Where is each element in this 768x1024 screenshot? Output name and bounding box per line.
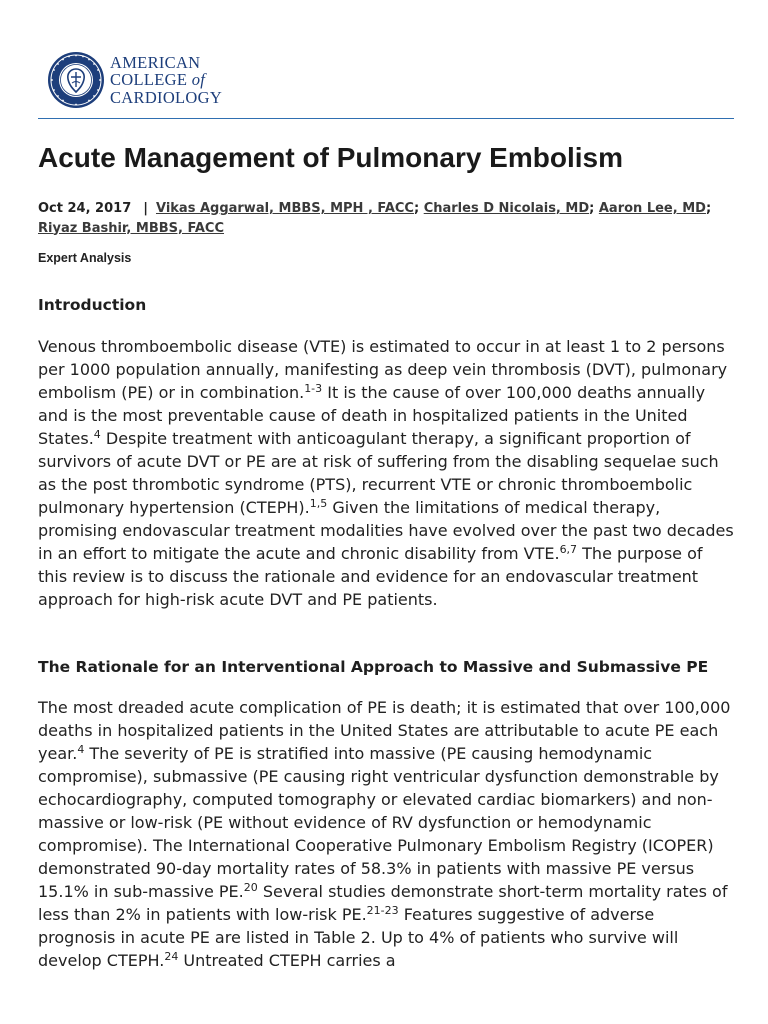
author-link-3[interactable]: Aaron Lee, MD: [598, 201, 706, 216]
article-type-label: Expert Analysis: [38, 251, 132, 265]
citation-ref: 20: [243, 881, 258, 894]
author-link-4[interactable]: Riyaz Bashir, MBBS, FACC: [38, 220, 225, 236]
paragraph-text: The purpose of this review is to discuss the rationale and evidence for an endovascular treatment approach for high-risk acute DVT and PE patients.: [38, 544, 703, 609]
author-link-2[interactable]: Charles D Nicolais, MD: [423, 201, 590, 216]
acc-logo[interactable]: [46, 50, 222, 110]
paragraph-text: Given the limitations of medical therapy, promising endovascular treatment modalities have evolved over the past two decades in an effort to mitigate the acute and chronic disability from VTE.: [38, 498, 734, 563]
citation-ref: 1-3: [304, 382, 323, 395]
paragraph-text: Despite treatment with anticoagulant therapy, a significant proportion of survivors of acute DVT or PE are at risk of suffering from the disabling sequelae such as the post thrombotic syndrome (PTS), recurrent VTE or chronic thromboembolic pulmonary hypertension (CTEPH).: [38, 429, 719, 517]
citation-ref: 6,7: [559, 543, 578, 556]
acc-seal-icon: [46, 50, 106, 110]
citation-ref: 21-23: [366, 904, 399, 917]
section-heading-rationale: The Rationale for an Interventional Approach to Massive and Submassive PE: [38, 658, 709, 676]
paragraph-text: Untreated CTEPH carries a: [178, 951, 396, 970]
brand-wordmark: [110, 54, 222, 107]
paragraph-text: Several studies demonstrate short-term mortality rates of less than 2% in patients with low-risk PE.: [38, 882, 728, 924]
paragraph-text: Venous thromboembolic disease (VTE) is estimated to occur in at least 1 to 2 persons per 1000 population annually, manifesting as deep vein thrombosis (DVT), pulmonary embolism (PE) or in combination.: [38, 337, 728, 402]
byline-separator: |: [143, 201, 148, 216]
citation-ref: 4: [93, 428, 101, 441]
brand-line-2: COLLEGE of: [110, 70, 206, 90]
article-title: Acute Management of Pulmonary Embolism: [38, 142, 623, 173]
intro-paragraph: [38, 335, 736, 611]
publish-date: Oct 24, 2017: [38, 201, 132, 216]
brand-line-1: AMERICAN: [110, 52, 201, 72]
author-link-1[interactable]: Vikas Aggarwal, MBBS, MPH , FACC: [155, 201, 414, 216]
brand-line-3: CARDIOLOGY: [110, 87, 223, 107]
citation-ref: 1,5: [309, 497, 328, 510]
paragraph-text: The severity of PE is stratified into massive (PE causing hemodynamic compromise), submassive (PE causing right ventricular dysfunction demonstrable by echocardiography, computed tomography or elevated cardiac biomarkers) and non-massive or low-risk (PE without evidence of RV dysfunction or hemodynamic compromise). The International Cooperative Pulmonary Embolism Registry (ICOPER) demonstrated 90-day mortality rates of 58.3% in patients with massive PE versus 15.1% in sub-massive PE.: [38, 744, 719, 901]
article-byline: Oct 24, 2017 | Vikas Aggarwal, MBBS, MPH , FACC; Charles D Nicolais, MD; Aaron Lee, MD; Riyaz Bashir, MBBS, FACC: [38, 201, 712, 236]
citation-ref: 4: [77, 743, 85, 756]
paragraph-text: Features suggestive of adverse prognosis in acute PE are listed in Table 2. Up to 4% of patients who survive will develop CTEPH.: [38, 905, 679, 970]
citation-ref: 24: [164, 950, 179, 963]
paragraph-text: It is the cause of over 100,000 deaths annually and is the most preventable cause of death in hospitalized patients in the United States.: [38, 383, 706, 448]
header-divider: [38, 118, 734, 119]
section-heading-introduction: Introduction: [38, 296, 147, 314]
rationale-paragraph: [38, 696, 736, 972]
paragraph-text: The most dreaded acute complication of PE is death; it is estimated that over 100,000 deaths in hospitalized patients in the United States are attributable to acute PE each year.: [38, 698, 731, 763]
